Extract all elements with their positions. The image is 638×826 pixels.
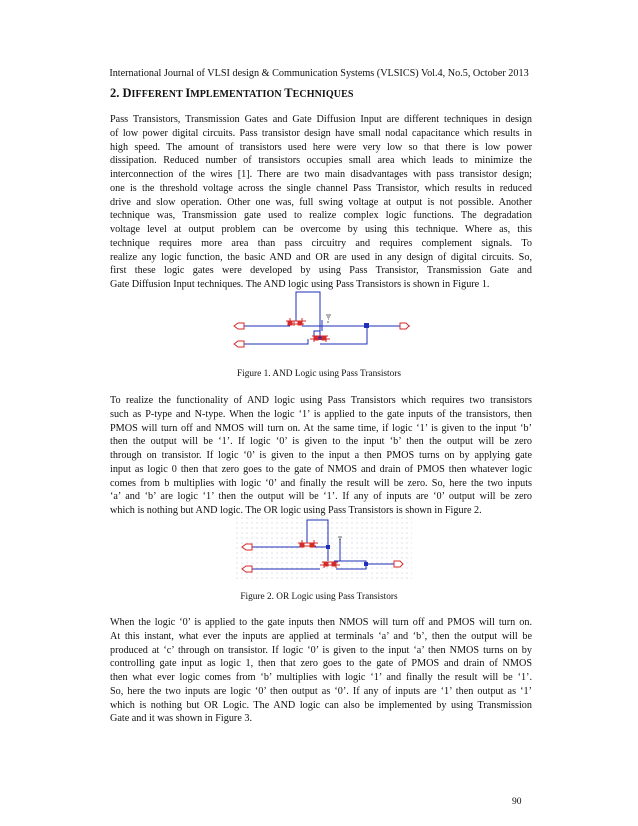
text-line: Pass Transistors, Transmission Gates and Gate Diffusion Input are different techniques in design bbox=[110, 114, 532, 125]
text-line: ‘a’ and ‘b’ are logic ‘1’ then the output will be ‘1’. If any of inputs are ‘0’ output will be zero bbox=[110, 491, 532, 503]
page-number: 90 bbox=[512, 797, 522, 807]
text-line: then the output will be ‘1’. If logic ‘0’ is given to the input ‘b’ then the output will be zero bbox=[110, 436, 532, 448]
text-line: through on transistor. If logic ‘0’ is given to the input a then PMOS turns on by applying gate bbox=[110, 450, 532, 461]
text-line: Gate and it was shown in Figure 3. bbox=[110, 713, 253, 725]
text-line: So, here the two inputs are logic ‘0’ then output as ‘0’. If any of inputs are ‘1’ then output as ‘1’ bbox=[110, 685, 532, 697]
ground-symbol bbox=[326, 315, 331, 323]
text-line: comes from b multiplies with logic ‘0’ and finally the result will be zero. So, here the two inputs bbox=[110, 477, 532, 489]
text-line: dissipation. Reduced number of transistors occupies small area which leads to minimize the bbox=[110, 155, 532, 167]
text-line: PMOS will turn off and NMOS will turn on. At the same time, if logic ‘1’ is given to the input ‘b’ bbox=[110, 422, 532, 434]
text-line: To realize the functionality of AND logic using Pass Transistors which requires two transistors bbox=[110, 395, 532, 406]
text-line: produced at ‘c’ through on transistor. If logic ‘0’ is given to the input ‘a’ then NMOS turns on by bbox=[110, 644, 532, 656]
text-line: controlling gate input as logic 1, then that zero goes to the gate of PMOS and drain of NMOS bbox=[110, 658, 532, 670]
text-line: high speed. The amount of transistors used here were very low so that there is low power bbox=[110, 141, 532, 153]
paragraph-3 bbox=[110, 616, 532, 726]
or-logic-schematic bbox=[236, 517, 412, 579]
text-line: of low power digital circuits. Pass transistor design have small nodal capacitance which results in bbox=[110, 127, 532, 139]
section-heading: 2. DIFFERENT IMPLEMENTATION TECHNIQUES bbox=[110, 86, 354, 100]
text-line: technique was, Transmission gate used to realize complex logic functions. The degradation bbox=[110, 210, 532, 222]
grid-background bbox=[236, 517, 412, 579]
figure-2-caption: Figure 2. OR Logic using Pass Transistors bbox=[240, 592, 398, 602]
text-line: At this instant, what ever the inputs are applied at terminals ‘a’ and ‘b’, then the output will be bbox=[110, 630, 532, 642]
paragraph-2 bbox=[110, 394, 532, 518]
text-line: realize any logic function, the basic AND and OR are used in any design of digital circuits. So, bbox=[110, 251, 532, 263]
paragraph-1 bbox=[110, 113, 532, 292]
text-line: voltage level at output problem can be overcome by using this technique. Where as, this bbox=[110, 224, 532, 235]
text-line: which is nothing but OR Logic. The AND logic can also be implemented by using Transmission bbox=[110, 699, 532, 711]
journal-header: International Journal of VLSI design & Communication Systems (VLSICS) Vol.4, No.5, October 2013 bbox=[109, 68, 529, 79]
text-line: technique requires more area than pass circuitry and requires complement signals. To bbox=[110, 237, 532, 249]
text-line: When the logic ‘0’ is applied to the gate inputs then NMOS will turn off and PMOS will turn on. bbox=[110, 617, 532, 628]
figure-1-caption: Figure 1. AND Logic using Pass Transistors bbox=[236, 369, 401, 379]
text-line: such as P-type and N-type. When the logic ‘1’ is applied to the gate inputs of the transistors, then bbox=[110, 408, 532, 420]
text-line: then what ever logic comes from ‘b’ multiplies with logic ‘1’ and finally the result will be ‘1’. bbox=[110, 672, 532, 683]
text-line: one is the threshold voltage across the single channel Pass Transistor, which results in reduced bbox=[110, 182, 532, 194]
output-terminal bbox=[400, 323, 409, 329]
and-logic-schematic bbox=[230, 290, 410, 354]
text-line: which is nothing but AND logic. The OR logic using Pass Transistors is shown in Figure 2. bbox=[110, 505, 482, 516]
input-terminals bbox=[234, 323, 244, 347]
text-line: Gate Diffusion Input techniques. The AND logic using Pass Transistors is shown in Figure 1. bbox=[110, 279, 490, 290]
text-line: first these logic gates were developed by using Pass Transistor, Transmission Gate and bbox=[110, 265, 532, 277]
text-line: input as logic 0 then that zero goes to the gate of NMOS and drain of PMOS then whatever logic bbox=[110, 463, 532, 475]
text-line: interconnection of the wires [1]. There are two main disadvantages with pass transistor design; bbox=[110, 169, 532, 180]
text-line: drive and slow operation. Other one was, full swing voltage at output is not possible. Another bbox=[110, 196, 532, 208]
